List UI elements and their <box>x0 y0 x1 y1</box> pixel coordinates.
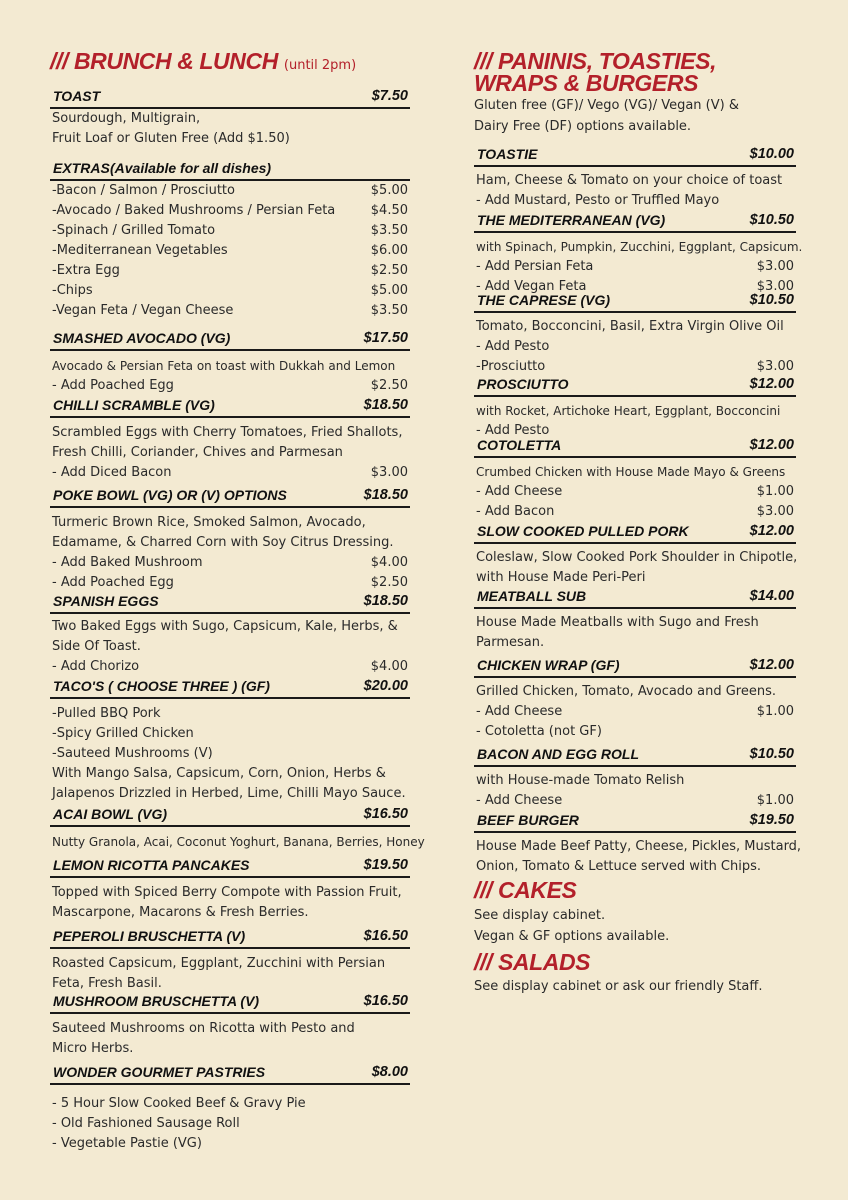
menu-item-header <box>474 376 796 397</box>
menu-item-header <box>50 678 410 699</box>
line-text: Avocado & Persian Feta on toast with Dukkah and Lemon <box>52 359 396 373</box>
menu-item <box>474 376 796 441</box>
item-price: $10.50 <box>749 212 794 228</box>
item-name: CHILLI SCRAMBLE (VG) <box>53 397 215 413</box>
item-name: THE CAPRESE (VG) <box>477 292 611 308</box>
line-text: -Extra Egg <box>52 263 120 278</box>
item-price: $14.00 <box>749 588 794 604</box>
line-text: -Prosciutto <box>476 359 546 374</box>
line-text: House Made Meatballs with Sugo and Fresh <box>476 615 759 630</box>
line-text: Feta, Fresh Basil. <box>52 976 162 991</box>
item-description-line <box>474 171 796 191</box>
item-description-line <box>50 1094 410 1114</box>
line-text: Scrambled Eggs with Cherry Tomatoes, Fried Shallots, <box>52 425 403 440</box>
line-text: Parmesan. <box>476 635 545 650</box>
item-description-line <box>474 357 796 377</box>
line-text: - Add Cheese <box>476 704 563 719</box>
menu-item <box>50 88 410 149</box>
item-name: EXTRAS <box>53 160 110 176</box>
menu-item-header <box>50 928 410 949</box>
menu-item <box>474 212 803 297</box>
item-description-line <box>50 974 410 994</box>
line-text: Grilled Chicken, Tomato, Avocado and Greens. <box>476 684 777 699</box>
item-price: $18.50 <box>363 487 408 503</box>
line-price: $4.00 <box>370 659 408 674</box>
line-price: $3.00 <box>756 504 794 519</box>
menu-item <box>50 330 410 396</box>
line-text: - Add Poached Egg <box>52 378 174 393</box>
menu-item-header <box>474 588 796 609</box>
line-price: $3.00 <box>756 359 794 374</box>
salads-text: See display cabinet or ask our friendly Staff. <box>474 979 763 994</box>
line-text: - 5 Hour Slow Cooked Beef & Gravy Pie <box>52 1096 306 1111</box>
item-description-line <box>474 502 796 522</box>
item-description-line <box>50 301 410 321</box>
menu-item-header <box>50 487 410 508</box>
item-price: $16.50 <box>363 928 408 944</box>
menu-item-header <box>50 857 410 878</box>
menu-item-header <box>474 657 796 678</box>
line-price: $5.00 <box>370 183 408 198</box>
line-text: House Made Beef Patty, Cheese, Pickles, Mustard, <box>476 839 802 854</box>
item-description-line <box>50 221 410 241</box>
line-text: Fruit Loaf or Gluten Free (Add $1.50) <box>52 131 290 146</box>
line-text: -Spicy Grilled Chicken <box>52 726 194 741</box>
line-price: $6.00 <box>370 243 408 258</box>
section-title-salads: /// SALADS <box>474 949 591 975</box>
line-text: -Mediterranean Vegetables <box>52 243 228 258</box>
menu-item-header <box>50 593 410 614</box>
menu-item-header <box>50 160 410 181</box>
item-description-line <box>474 702 796 722</box>
item-description-line <box>50 513 410 533</box>
line-price: $4.50 <box>370 203 408 218</box>
section-note: (until 2pm) <box>283 58 357 73</box>
line-price: $5.00 <box>370 283 408 298</box>
item-price: $8.00 <box>371 1064 408 1080</box>
line-text: -Sauteed Mushrooms (V) <box>52 746 213 761</box>
menu-item <box>474 746 796 811</box>
menu-item-header <box>474 523 796 544</box>
item-description-line <box>50 181 410 201</box>
item-description-line <box>50 883 410 903</box>
line-text: -Spinach / Grilled Tomato <box>52 223 216 238</box>
menu-item <box>50 487 410 593</box>
item-name: SPANISH EGGS <box>53 593 159 609</box>
item-price: $19.50 <box>749 812 794 828</box>
item-name: ACAI BOWL (VG) <box>53 806 168 822</box>
line-text: Jalapenos Drizzled in Herbed, Lime, Chilli Mayo Sauce. <box>52 786 406 801</box>
item-description-line <box>50 637 410 657</box>
item-name: TOASTIE <box>477 146 538 162</box>
item-description-line <box>50 443 410 463</box>
item-name: THE MEDITERRANEAN (VG) <box>477 212 666 228</box>
item-description-line <box>50 1134 410 1154</box>
line-text: -Bacon / Salmon / Prosciutto <box>52 183 235 198</box>
menu-item-header <box>50 993 410 1014</box>
line-text: Micro Herbs. <box>52 1041 134 1056</box>
item-price: $17.50 <box>363 330 408 346</box>
intro-text: Dairy Free (DF) options available. <box>474 119 692 134</box>
item-description-line <box>50 241 410 261</box>
menu-item-header <box>474 746 796 767</box>
line-text: Topped with Spiced Berry Compote with Passion Fruit, <box>52 885 402 900</box>
menu-item-header <box>50 806 410 827</box>
item-description-line <box>50 704 410 724</box>
item-description-line <box>474 837 802 857</box>
item-description-line <box>50 463 410 483</box>
line-text: Ham, Cheese & Tomato on your choice of toast <box>476 173 783 188</box>
item-description-line <box>50 657 410 677</box>
line-text: - Old Fashioned Sausage Roll <box>52 1116 240 1131</box>
item-subtitle: (Available for all dishes) <box>110 160 272 176</box>
item-price: $12.00 <box>749 523 794 539</box>
menu-item <box>474 812 802 877</box>
menu-item <box>474 657 796 742</box>
item-name: BEEF BURGER <box>477 812 579 828</box>
line-text: - Add Diced Bacon <box>52 465 172 480</box>
item-price: $10.50 <box>749 746 794 762</box>
item-description-line <box>50 423 410 443</box>
section-title-paninis: /// PANINIS, TOASTIES, WRAPS & BURGERS <box>474 48 717 96</box>
item-price: $16.50 <box>363 993 408 1009</box>
item-description-line <box>50 784 410 804</box>
line-price: $1.00 <box>756 793 794 808</box>
line-price: $2.50 <box>370 378 408 393</box>
item-description-line <box>474 633 796 653</box>
line-price: $3.00 <box>370 465 408 480</box>
line-text: - Add Pesto <box>476 423 550 438</box>
item-name: SLOW COOKED PULLED PORK <box>477 523 689 539</box>
line-price: $2.50 <box>370 263 408 278</box>
item-description-line <box>474 257 796 277</box>
item-description-line <box>50 201 410 221</box>
menu-item <box>474 588 796 653</box>
line-text: Nutty Granola, Acai, Coconut Yoghurt, Banana, Berries, Honey <box>52 835 425 849</box>
item-description-line <box>474 237 803 257</box>
item-description-line <box>50 573 410 593</box>
menu-item <box>50 928 410 994</box>
item-price: $19.50 <box>363 857 408 873</box>
item-price: $10.00 <box>749 146 794 162</box>
menu-item <box>50 397 410 483</box>
item-price: $12.00 <box>749 437 794 453</box>
line-text: -Pulled BBQ Pork <box>52 706 161 721</box>
menu-item-header <box>50 1064 410 1085</box>
item-description-line <box>50 903 410 923</box>
menu-item-header <box>50 330 410 351</box>
item-name: PROSCIUTTO <box>477 376 569 392</box>
item-description-line <box>50 744 410 764</box>
menu-item-header <box>474 292 796 313</box>
item-description-line <box>50 1019 410 1039</box>
line-text: Edamame, & Charred Corn with Soy Citrus Dressing. <box>52 535 394 550</box>
menu-item <box>50 160 410 321</box>
item-description-line <box>50 1114 410 1134</box>
line-text: Roasted Capsicum, Eggplant, Zucchini with Persian <box>52 956 386 971</box>
item-name: LEMON RICOTTA PANCAKES <box>53 857 250 873</box>
item-name: MEATBALL SUB <box>477 588 587 604</box>
menu-item-header <box>474 437 796 458</box>
line-text: With Mango Salsa, Capsicum, Corn, Onion, Herbs & <box>52 766 386 781</box>
item-price: $18.50 <box>363 397 408 413</box>
line-text: Fresh Chilli, Coriander, Chives and Parmesan <box>52 445 343 460</box>
menu-item <box>50 1064 410 1154</box>
cakes-text: See display cabinet. <box>474 908 606 923</box>
intro-text: Gluten free (GF)/ Vego (VG)/ Vegan (V) & <box>474 98 739 113</box>
item-description-line <box>474 317 796 337</box>
menu-item <box>50 857 410 923</box>
line-text: - Add Vegan Feta <box>476 279 587 294</box>
line-text: Coleslaw, Slow Cooked Pork Shoulder in Chipotle, <box>476 550 798 565</box>
menu-item <box>474 437 796 522</box>
line-text: - Vegetable Pastie (VG) <box>52 1136 202 1151</box>
menu-item <box>50 593 410 677</box>
item-description-line <box>474 568 796 588</box>
item-price: $18.50 <box>363 593 408 609</box>
line-text: - Add Persian Feta <box>476 259 594 274</box>
item-description-line <box>474 462 796 482</box>
item-name: TACO'S ( CHOOSE THREE ) (GF) <box>53 678 270 694</box>
item-name: PEPEROLI BRUSCHETTA (V) <box>53 928 246 944</box>
line-text: Side Of Toast. <box>52 639 141 654</box>
line-text: Sourdough, Multigrain, <box>52 111 201 126</box>
cakes-text: Vegan & GF options available. <box>474 929 670 944</box>
item-description-line <box>50 356 410 376</box>
item-description-line <box>50 109 410 129</box>
menu-item <box>50 993 410 1059</box>
line-text: Mascarpone, Macarons & Fresh Berries. <box>52 905 309 920</box>
item-description-line <box>474 401 796 421</box>
item-description-line <box>474 482 796 502</box>
line-price: $2.50 <box>370 575 408 590</box>
line-text: -Vegan Feta / Vegan Cheese <box>52 303 234 318</box>
item-price: $12.00 <box>749 376 794 392</box>
line-text: - Add Pesto <box>476 339 550 354</box>
line-price: $3.50 <box>370 223 408 238</box>
line-price: $3.50 <box>370 303 408 318</box>
item-description-line <box>474 771 796 791</box>
line-text: with House Made Peri-Peri <box>476 570 646 585</box>
item-description-line <box>50 764 410 784</box>
menu-item-header <box>474 212 796 233</box>
line-text: -Chips <box>52 283 93 298</box>
section-title-cakes: /// CAKES <box>474 877 577 903</box>
item-price: $20.00 <box>363 678 408 694</box>
item-description-line <box>50 832 425 852</box>
item-name: SMASHED AVOCADO (VG) <box>53 330 231 346</box>
line-text: Onion, Tomato & Lettuce served with Chips. <box>476 859 762 874</box>
line-text: -Avocado / Baked Mushrooms / Persian Feta <box>52 203 336 218</box>
menu-item <box>50 806 425 852</box>
line-text: with Rocket, Artichoke Heart, Eggplant, Bocconcini <box>476 404 781 418</box>
line-text: - Cotoletta (not GF) <box>476 724 602 739</box>
line-text: Turmeric Brown Rice, Smoked Salmon, Avocado, <box>52 515 366 530</box>
item-description-line <box>474 191 796 211</box>
item-price: $10.50 <box>749 292 794 308</box>
line-text: - Add Cheese <box>476 793 563 808</box>
item-description-line <box>50 376 410 396</box>
line-text: - Add Baked Mushroom <box>52 555 203 570</box>
line-price: $4.00 <box>370 555 408 570</box>
line-price: $3.00 <box>756 279 794 294</box>
item-description-line <box>474 791 796 811</box>
menu-item <box>474 523 796 588</box>
section-title-brunch: /// BRUNCH & LUNCH (until 2pm) <box>50 48 357 74</box>
item-description-line <box>50 281 410 301</box>
item-description-line <box>50 954 410 974</box>
item-description-line <box>50 129 410 149</box>
line-price: $1.00 <box>756 704 794 719</box>
line-text: - Add Poached Egg <box>52 575 174 590</box>
line-text: - Add Cheese <box>476 484 563 499</box>
item-description-line <box>50 724 410 744</box>
item-name: POKE BOWL (VG) OR (V) OPTIONS <box>53 487 287 503</box>
item-name: MUSHROOM BRUSCHETTA (V) <box>53 993 260 1009</box>
item-description-line <box>474 613 796 633</box>
item-name: TOAST <box>53 88 101 104</box>
line-text: Crumbed Chicken with House Made Mayo & Greens <box>476 465 786 479</box>
item-price: $7.50 <box>371 88 408 104</box>
item-name: CHICKEN WRAP (GF) <box>477 657 620 673</box>
item-description-line <box>50 617 410 637</box>
line-text: with House-made Tomato Relish <box>476 773 685 788</box>
menu-item-header <box>474 146 796 167</box>
item-description-line <box>474 857 796 877</box>
menu-item <box>474 146 796 211</box>
menu-item-header <box>50 88 410 109</box>
line-text: - Add Chorizo <box>52 659 140 674</box>
line-text: - Add Bacon <box>476 504 555 519</box>
item-description-line <box>474 682 796 702</box>
line-text: - Add Mustard, Pesto or Truffled Mayo <box>476 193 720 208</box>
line-price: $1.00 <box>756 484 794 499</box>
item-name: WONDER GOURMET PASTRIES <box>53 1064 266 1080</box>
line-text: Tomato, Bocconcini, Basil, Extra Virgin Olive Oil <box>476 319 784 334</box>
line-text: with Spinach, Pumpkin, Zucchini, Eggplant, Capsicum. <box>476 240 803 254</box>
line-text: Sauteed Mushrooms on Ricotta with Pesto and <box>52 1021 355 1036</box>
item-description-line <box>50 553 410 573</box>
item-name: BACON AND EGG ROLL <box>477 746 640 762</box>
item-description-line <box>50 1039 410 1059</box>
item-description-line <box>474 722 796 742</box>
menu-item-header <box>474 812 796 833</box>
menu-item-header <box>50 397 410 418</box>
item-description-line <box>50 533 410 553</box>
item-price: $12.00 <box>749 657 794 673</box>
item-name: COTOLETTA <box>477 437 562 453</box>
item-description-line <box>474 548 796 568</box>
item-price: $16.50 <box>363 806 408 822</box>
line-text: Two Baked Eggs with Sugo, Capsicum, Kale, Herbs, & <box>52 619 398 634</box>
line-price: $3.00 <box>756 259 794 274</box>
menu-item <box>474 292 796 377</box>
item-description-line <box>50 261 410 281</box>
menu-item <box>50 678 410 804</box>
item-description-line <box>474 337 796 357</box>
